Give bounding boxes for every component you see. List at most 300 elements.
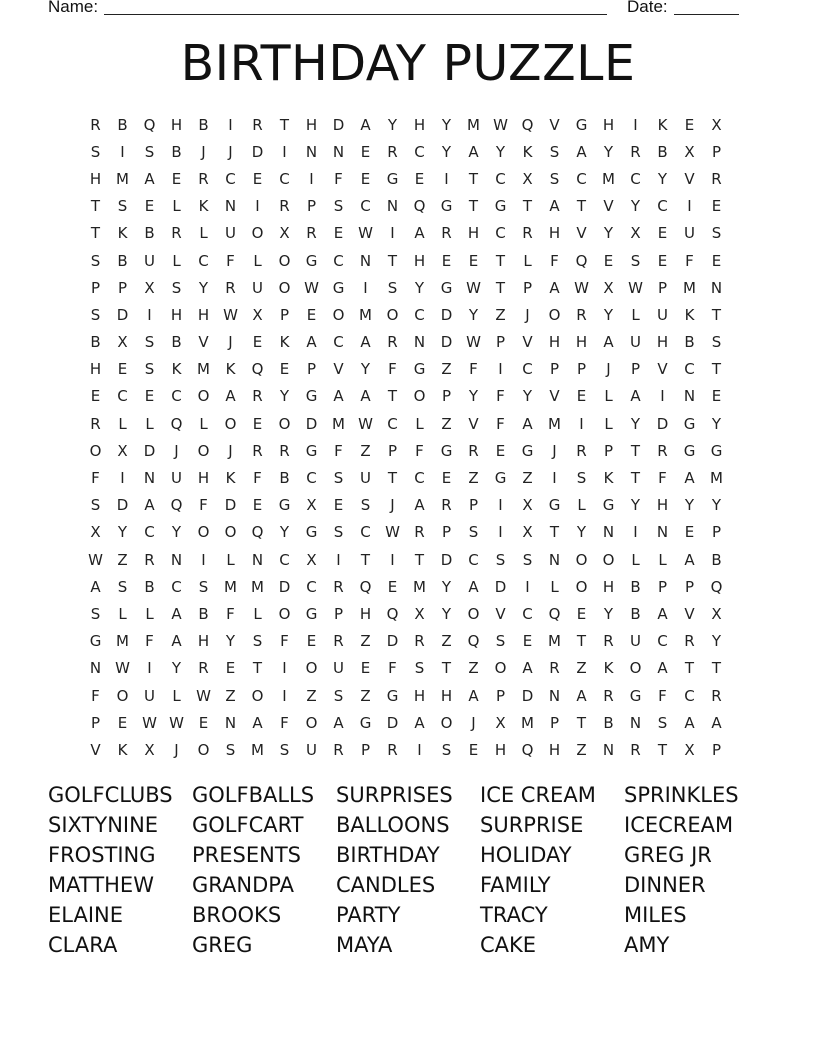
grid-letter: S [333,523,344,542]
grid-letter: U [630,632,641,651]
grid-letter: F [388,659,397,678]
grid-letter: A [576,142,587,161]
grid-letter: L [523,251,532,270]
grid-letter: E [576,387,587,406]
grid-letter: R [657,441,668,460]
grid-letter: E [90,387,101,406]
grid-letter: I [147,305,152,324]
grid-letter: A [630,387,641,406]
grid-letter: Y [441,577,452,596]
grid-letter: L [145,414,154,433]
grid-letter: Z [360,632,371,651]
grid-letter: H [548,333,561,352]
grid-letter: P [549,360,560,379]
grid-letter: A [144,169,155,188]
grid-letter: C [117,387,128,406]
grid-letter: I [147,659,152,678]
grid-letter: X [522,169,533,188]
grid-letter: M [251,740,264,759]
grid-letter: K [603,469,614,488]
grid-letter: Y [603,224,614,243]
grid-letter: G [683,414,696,433]
grid-letter: D [656,414,669,433]
grid-letter: C [306,577,317,596]
grid-letter: C [414,305,425,324]
grid-letter: F [226,251,235,270]
grid-letter: R [333,577,344,596]
grid-letter: X [684,142,695,161]
word-list-item: CAKE [480,933,537,957]
grid-letter: Y [441,115,452,134]
grid-letter: R [711,686,722,705]
grid-letter: H [170,115,183,134]
grid-letter: E [360,169,371,188]
grid-letter: P [441,387,452,406]
grid-letter: Q [251,360,264,379]
grid-letter: A [144,496,155,515]
grid-letter: B [684,333,695,352]
grid-letter: Y [630,197,641,216]
grid-letter: S [495,550,506,569]
grid-letter: S [117,197,128,216]
grid-letter: N [224,713,237,732]
grid-letter: S [90,604,101,623]
grid-letter: X [711,604,722,623]
grid-letter: R [630,142,641,161]
grid-letter: X [252,305,263,324]
grid-letter: G [575,115,588,134]
grid-letter: A [522,414,533,433]
grid-letter: I [417,740,422,759]
grid-letter: K [522,142,533,161]
grid-letter: U [630,333,641,352]
word-list-item: FROSTING [48,843,156,867]
grid-letter: H [305,115,318,134]
grid-letter: X [684,740,695,759]
grid-letter: F [550,251,559,270]
grid-letter: M [548,414,561,433]
grid-letter: D [386,713,399,732]
grid-letter: M [602,169,615,188]
grid-letter: Z [522,469,533,488]
grid-letter: S [657,713,668,732]
grid-letter: S [144,142,155,161]
grid-letter: N [89,659,102,678]
grid-letter: Y [603,305,614,324]
grid-letter: C [171,387,182,406]
grid-letter: J [606,360,611,379]
grid-letter: N [683,387,696,406]
grid-letter: P [603,441,614,460]
grid-letter: R [144,550,155,569]
grid-letter: R [225,278,236,297]
grid-letter: J [471,713,476,732]
grid-letter: R [576,441,587,460]
grid-letter: C [468,550,479,569]
grid-letter: R [279,197,290,216]
grid-letter: E [414,169,425,188]
grid-letter: K [657,115,668,134]
grid-letter: G [440,278,453,297]
grid-letter: S [90,142,101,161]
grid-letter: A [333,387,344,406]
grid-letter: Z [468,659,479,678]
grid-row [82,437,730,464]
grid-letter: S [549,169,560,188]
grid-letter: T [387,251,398,270]
grid-letter: Z [441,632,452,651]
grid-letter: E [468,740,479,759]
grid-letter: H [575,333,588,352]
grid-letter: Y [603,142,614,161]
puzzle-title: BIRTHDAY PUZZLE [180,35,636,92]
grid-letter: F [91,686,100,705]
grid-letter: Q [521,115,534,134]
grid-letter: V [684,604,695,623]
grid-letter: S [225,740,236,759]
grid-letter: S [522,550,533,569]
grid-letter: O [305,659,318,678]
grid-letter: U [657,305,668,324]
grid-letter: Y [576,523,587,542]
grid-letter: W [466,278,481,297]
grid-letter: L [415,414,424,433]
grid-letter: I [201,550,206,569]
grid-letter: M [224,577,237,596]
grid-row [82,220,730,247]
grid-letter: A [414,496,425,515]
grid-letter: Y [360,360,371,379]
grid-letter: M [332,414,345,433]
grid-row [82,356,730,383]
grid-letter: I [255,197,260,216]
grid-letter: A [468,142,479,161]
grid-letter: A [414,713,425,732]
grid-row [82,464,730,491]
grid-row [82,301,730,328]
grid-letter: R [387,142,398,161]
grid-letter: Y [441,604,452,623]
grid-letter: S [90,251,101,270]
grid-letter: E [117,713,128,732]
grid-letter: U [225,224,236,243]
grid-letter: C [360,523,371,542]
grid-letter: J [228,142,233,161]
grid-letter: R [306,224,317,243]
grid-letter: S [90,305,101,324]
grid-letter: H [467,224,480,243]
grid-letter: R [279,441,290,460]
grid-letter: O [197,740,210,759]
grid-letter: F [226,604,235,623]
grid-letter: G [305,604,318,623]
grid-letter: K [117,224,128,243]
grid-letter: Q [386,604,399,623]
grid-letter: L [172,251,181,270]
grid-letter: C [360,197,371,216]
grid-letter: A [576,686,587,705]
grid-letter: F [658,469,667,488]
grid-row [82,193,730,220]
grid-letter: B [117,251,128,270]
grid-row [82,546,730,573]
grid-letter: T [90,224,101,243]
grid-letter: M [413,577,426,596]
grid-letter: G [305,523,318,542]
grid-letter: F [145,632,154,651]
grid-letter: T [90,197,101,216]
grid-letter: C [387,414,398,433]
word-list-item: AMY [624,933,670,957]
grid-letter: N [656,523,669,542]
grid-letter: A [684,713,695,732]
grid-letter: X [414,604,425,623]
grid-letter: P [549,713,560,732]
grid-letter: R [441,224,452,243]
grid-letter: S [144,333,155,352]
grid-letter: L [253,604,262,623]
grid-letter: E [711,251,722,270]
grid-letter: R [549,659,560,678]
grid-letter: K [171,360,182,379]
word-list-item: CANDLES [336,873,436,897]
grid-letter: D [116,496,129,515]
word-list-item: BALLOONS [336,813,450,837]
grid-letter: W [88,550,103,569]
grid-letter: R [576,305,587,324]
grid-letter: B [144,224,155,243]
grid-letter: Q [575,251,588,270]
grid-letter: J [228,441,233,460]
grid-letter: A [225,387,236,406]
word-list-item: SURPRISES [336,783,453,807]
grid-letter: G [305,251,318,270]
grid-letter: D [251,142,264,161]
grid-letter: P [657,278,668,297]
grid-letter: S [414,659,425,678]
grid-letter: B [171,333,182,352]
grid-letter: S [360,496,371,515]
grid-row [82,655,730,682]
grid-letter: A [360,333,371,352]
grid-letter: O [278,414,291,433]
grid-letter: W [358,224,373,243]
grid-letter: T [522,197,533,216]
grid-letter: X [144,278,155,297]
grid-letter: N [305,142,318,161]
grid-letter: E [279,360,290,379]
grid-letter: F [334,169,343,188]
grid-letter: E [333,224,344,243]
grid-letter: S [468,523,479,542]
grid-letter: A [414,224,425,243]
grid-letter: X [522,496,533,515]
grid-letter: I [687,197,692,216]
grid-letter: M [359,305,372,324]
grid-letter: K [198,197,209,216]
grid-letter: I [228,115,233,134]
grid-letter: Z [225,686,236,705]
grid-letter: K [684,305,695,324]
grid-letter: G [278,496,291,515]
grid-row [82,709,730,736]
grid-letter: W [196,686,211,705]
grid-letter: Y [711,496,722,515]
grid-letter: W [115,659,130,678]
grid-letter: O [332,305,345,324]
grid-letter: R [333,740,344,759]
grid-letter: S [711,224,722,243]
grid-letter: N [602,740,615,759]
word-list-item: GOLFCART [192,813,304,837]
grid-letter: C [198,251,209,270]
grid-letter: G [305,387,318,406]
word-list-item: HOLIDAY [480,843,572,867]
grid-letter: F [496,414,505,433]
grid-letter: E [441,251,452,270]
grid-letter: S [117,577,128,596]
grid-letter: L [199,414,208,433]
grid-letter: E [252,333,263,352]
word-list-item: SURPRISE [480,813,584,837]
grid-letter: G [413,360,426,379]
grid-letter: D [386,632,399,651]
grid-letter: R [252,115,263,134]
grid-letter: N [359,251,372,270]
grid-letter: L [226,550,235,569]
grid-letter: E [684,115,695,134]
grid-letter: O [413,387,426,406]
grid-letter: C [522,604,533,623]
grid-letter: H [548,740,561,759]
grid-letter: G [359,713,372,732]
grid-letter: T [576,197,587,216]
grid-letter: W [628,278,643,297]
name-field-line [104,14,607,15]
grid-letter: J [174,441,179,460]
grid-letter: A [90,577,101,596]
grid-letter: C [657,197,668,216]
grid-letter: A [360,387,371,406]
grid-letter: Q [170,496,183,515]
grid-letter: I [120,142,125,161]
grid-letter: Z [360,686,371,705]
grid-letter: B [279,469,290,488]
grid-letter: H [413,686,426,705]
grid-letter: A [657,659,668,678]
grid-letter: L [604,387,613,406]
grid-letter: C [414,469,425,488]
grid-letter: B [630,604,641,623]
grid-letter: S [333,197,344,216]
grid-letter: C [630,169,641,188]
grid-letter: G [440,441,453,460]
grid-letter: M [116,169,129,188]
grid-letter: A [549,278,560,297]
grid-letter: T [495,251,506,270]
grid-letter: J [525,305,530,324]
grid-letter: F [280,713,289,732]
grid-letter: S [279,740,290,759]
grid-letter: A [360,115,371,134]
grid-letter: R [90,115,101,134]
grid-letter: F [280,632,289,651]
grid-letter: W [223,305,238,324]
grid-letter: Y [711,632,722,651]
grid-letter: Y [441,142,452,161]
grid-letter: R [90,414,101,433]
grid-letter: M [548,632,561,651]
grid-letter: I [498,360,503,379]
grid-letter: V [549,115,560,134]
grid-letter: B [117,115,128,134]
grid-letter: A [603,333,614,352]
word-list-item: BROOKS [192,903,282,927]
grid-letter: O [251,686,264,705]
word-list-item: GOLFCLUBS [48,783,173,807]
date-label: Date: [627,0,668,16]
grid-letter: H [359,604,372,623]
grid-letter: A [306,333,317,352]
grid-letter: D [224,496,237,515]
grid-letter: I [363,278,368,297]
grid-letter: M [467,115,480,134]
grid-letter: E [495,441,506,460]
date-field-line [674,14,739,15]
grid-letter: O [494,659,507,678]
grid-letter: U [144,686,155,705]
grid-letter: R [252,441,263,460]
grid-letter: Q [467,632,480,651]
grid-letter: I [498,496,503,515]
grid-letter: T [684,659,695,678]
grid-letter: S [198,577,209,596]
grid-letter: N [224,197,237,216]
grid-letter: E [576,604,587,623]
grid-letter: I [282,142,287,161]
grid-letter: E [603,251,614,270]
grid-letter: H [656,333,669,352]
grid-letter: P [90,713,101,732]
grid-letter: D [143,441,156,460]
word-list-item: SPRINKLES [624,783,739,807]
grid-letter: C [279,169,290,188]
grid-letter: T [441,659,452,678]
grid-letter: S [495,632,506,651]
grid-letter: Q [143,115,156,134]
grid-letter: V [198,333,209,352]
grid-letter: S [252,632,263,651]
grid-letter: L [631,550,640,569]
grid-letter: I [120,469,125,488]
grid-letter: S [549,142,560,161]
grid-letter: N [170,550,183,569]
grid-letter: P [468,496,479,515]
grid-row [82,410,730,437]
grid-letter: I [633,523,638,542]
grid-letter: R [198,169,209,188]
grid-letter: Y [468,387,479,406]
grid-letter: J [174,740,179,759]
word-list-item: ICECREAM [624,813,734,837]
grid-letter: X [495,713,506,732]
grid-letter: Y [387,115,398,134]
grid-letter: W [169,713,184,732]
word-list-item: ICE CREAM [480,783,596,807]
grid-letter: A [549,197,560,216]
grid-letter: W [358,414,373,433]
grid-letter: V [576,224,587,243]
